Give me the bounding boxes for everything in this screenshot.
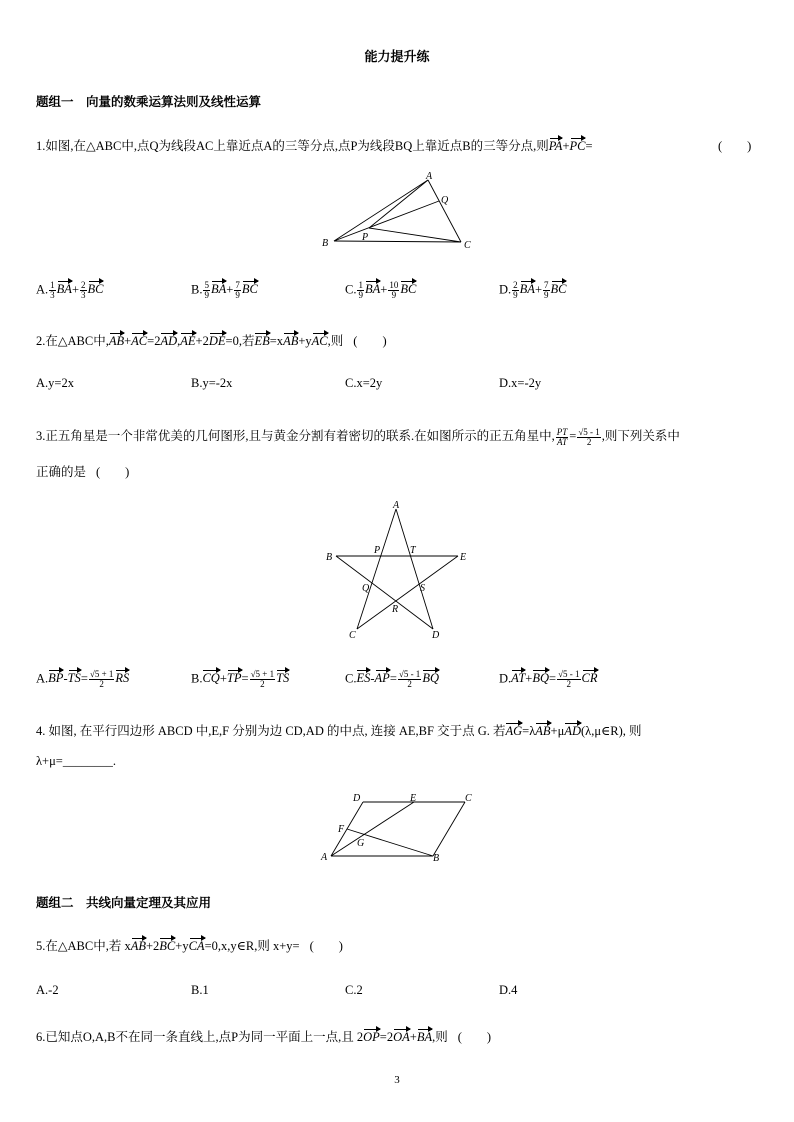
- section-heading-1: 题组一 向量的数乘运算法则及线性运算: [36, 95, 262, 109]
- q2-option-d: D.x=-2y: [499, 376, 542, 390]
- vector-PC: PC: [569, 139, 586, 153]
- label-A: A: [426, 172, 433, 182]
- question-6: 6.已知点O,A,B不在同一条直线上,点P为同一平面上一点,且 2OP=2OA+BA,则 ( ): [36, 1030, 492, 1044]
- parallelogram-figure: [318, 790, 480, 865]
- para-label-F: F: [338, 824, 345, 835]
- para-label-D: D: [353, 793, 361, 804]
- q3-option-c: C.ES-AP= $\frac{√5 - 1}{2}$ BQ: [345, 669, 439, 689]
- question-1-text: 1.如图,在△ABC中,点Q为线段AC上靠近点A的三等分点,点P为线段BQ上靠近点B的三等分点,则: [36, 139, 549, 153]
- q1-option-d: D. $\frac{2}{9}$ BA+ $\frac{7}{9}$ BC: [499, 280, 567, 300]
- q5-option-b: B.1: [191, 983, 209, 997]
- label-Q: Q: [441, 195, 449, 206]
- q5-option-a: A.-2: [36, 983, 59, 997]
- star-label-C: C: [349, 630, 356, 641]
- star-label-B: B: [326, 552, 333, 563]
- q2-option-b: B.y=-2x: [191, 376, 233, 390]
- question-3: 3.正五角星是一个非常优美的几何图形,且与黄金分割有着密切的联系.在如图所示的正五角星中, $\frac{PT}{AT}$ = $\frac{√5 - 1}{2}$ ,则下列关系中: [36, 426, 680, 447]
- q5-option-d: D.4: [499, 983, 518, 997]
- label-B: B: [322, 238, 329, 249]
- star-label-Q: Q: [362, 583, 370, 594]
- page-number: 3: [394, 1074, 400, 1086]
- star-label-R: R: [392, 604, 399, 615]
- section-heading-2: 题组二 共线向量定理及其应用: [36, 896, 212, 910]
- page-title: 能力提升练: [364, 49, 430, 64]
- label-C: C: [464, 240, 471, 251]
- question-5: 5.在△ABC中,若 xAB+2BC+yCA=0,x,y∈R,则 x+y= ( ): [36, 939, 343, 953]
- q2-option-a: A.y=2x: [36, 376, 74, 390]
- q1-option-b: B. $\frac{5}{9}$ BA+ $\frac{7}{9}$ BC: [191, 280, 258, 300]
- star-label-P: P: [374, 545, 381, 556]
- question-1: 1.如图,在△ABC中,点Q为线段AC上靠近点A的三等分点,点P为线段BQ上靠近点B的三等分点,则PA+PC=: [36, 139, 593, 153]
- q5-option-c: C.2: [345, 983, 363, 997]
- star-label-S: S: [420, 583, 425, 594]
- para-label-B: B: [433, 853, 440, 864]
- label-P: P: [362, 232, 369, 243]
- q3-option-b: B.CQ+TP= $\frac{√5 + 1}{2}$ TS: [191, 669, 290, 689]
- para-label-A: A: [321, 852, 328, 863]
- para-label-C: C: [465, 793, 472, 804]
- q2-option-c: C.x=2y: [345, 376, 383, 390]
- q1-option-a: A. $\frac{1}{3}$ BA+ $\frac{2}{3}$ BC: [36, 280, 104, 300]
- question-3-line2: 正确的是 ( ): [36, 465, 130, 479]
- question-1-eq: =: [585, 139, 593, 153]
- star-label-A: A: [393, 500, 400, 511]
- para-label-G: G: [357, 838, 365, 849]
- q3-option-d: D.AT+BQ= $\frac{√5 - 1}{2}$ CR: [499, 669, 598, 689]
- para-label-E: E: [410, 793, 417, 804]
- triangle-figure: [318, 172, 478, 252]
- question-1-paren: ( ): [718, 139, 752, 153]
- question-4: 4. 如图, 在平行四边形 ABCD 中,E,F 分别为边 CD,AD 的中点, 连接 AE,BF 交于点 G. 若AG=λAB+μAD(λ,μ∈R), 则: [36, 724, 642, 738]
- star-label-E: E: [460, 552, 467, 563]
- question-2: 2.在△ABC中,AB+AC=2AD,AE+2DE=0,若EB=xAB+yAC,则 ( ): [36, 334, 387, 348]
- vector-PA: PA: [548, 139, 563, 153]
- question-4-line2: λ+μ=________.: [36, 754, 116, 768]
- star-label-D: D: [432, 630, 440, 641]
- star-figure: [320, 498, 475, 643]
- q1-option-c: C. $\frac{1}{9}$ BA+ $\frac{10}{9}$ BC: [345, 280, 417, 300]
- q3-option-a: A.BP-TS= $\frac{√5 + 1}{2}$ RS: [36, 669, 130, 689]
- star-label-T: T: [410, 545, 416, 556]
